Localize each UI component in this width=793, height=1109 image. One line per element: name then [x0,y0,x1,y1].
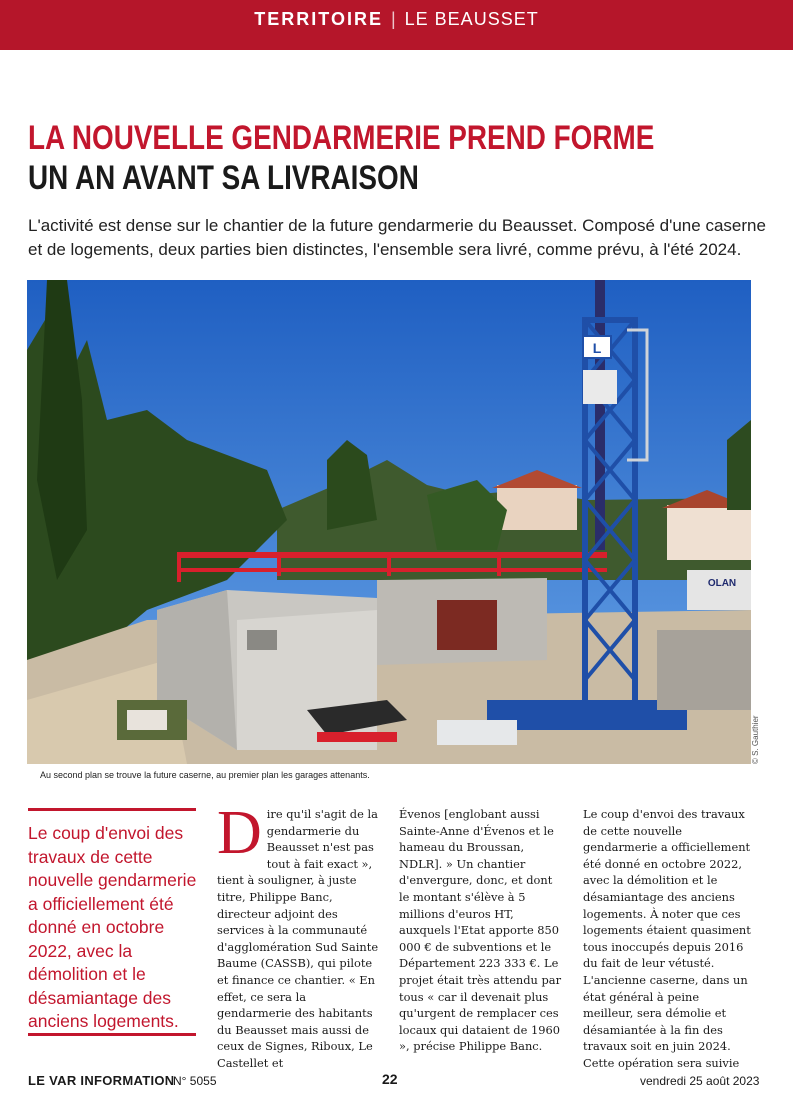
section-location: LE BEAUSSET [404,9,539,29]
section-banner [0,0,793,50]
construction-site-photo [27,280,751,764]
headline-line-1: LA NOUVELLE GENDARMERIE PREND FORME [28,119,655,157]
article-headline [28,118,655,198]
drop-cap: D [217,799,262,867]
pullquote-rule-bottom [28,1033,196,1036]
article-lead: L'activité est dense sur le chantier de la future gendarmerie du Beausset. Composé d'une caserne et de logements, deux parties bien distinctes, l'ensemble sera livré, comme prévu, à l'été 2024. [28,216,766,259]
section-separator: | [390,9,397,29]
publication-name: LE VAR INFORMATION [28,1073,175,1088]
photo-caption: Au second plan se trouve la future caserne, au premier plan les garages attenants. [40,770,370,780]
body-column-1-text: ire qu'il s'agit de la gendarmerie du Beausset n'est pas tout à fait exact », tient à souligner, à juste titre, Philippe Banc, directeur adjoint des services à la communauté d'agglomération Sud Sainte Baume (CASSB), qui pilote et finance ce chantier. « En effet, ce sera la gendarmerie des habitants du Beausset mais aussi de ceux de Signes, Riboux, Le Castellet et [217,807,379,1070]
crane-logo-text: L [592,340,602,356]
body-column-3: Le coup d'envoi des travaux de cette nouvelle gendarmerie a officiellement été donné en octobre 2022, avec la démolition et le désamiantage des anciens logements. À noter que ces logements étaient quasiment tous inoccupés depuis 2016 du fait de leur vétusté. L'ancienne caserne, dans un état général à peine meilleur, sera démolie et désamiantée à la fin des travaux soit en juin 2024. Cette opération sera suivie [583,807,751,1070]
issue-number: N° 5055 [173,1074,217,1088]
pullquote-rule-top [28,808,196,811]
body-column-1 [217,799,381,1072]
section-name: TERRITOIRE [254,9,383,29]
publication-date: vendredi 25 août 2023 [640,1074,760,1088]
headline-line-2: UN AN AVANT SA LIVRAISON [28,159,419,197]
page-number: 22 [382,1071,398,1087]
body-column-2: Évenos [englobant aussi Sainte-Anne d'Évenos et le hameau du Broussan, NDLR]. » Un chantier d'envergure, donc, et dont le montant s'élève à 5 millions d'euros HT, auxquels l'Etat apporte 850 000 € de subventions et le Département 223 333 €. Le projet était très attendu par tous « car il devenait plus qu'urgent de remplacer ces locaux qui dataient de 1960 », précise Philippe Banc. [399,807,562,1054]
section-banner-text [0,9,793,30]
photo-credit: © S. Gauthier [751,715,760,764]
truck-text: OLAN [707,578,737,589]
pullquote: Le coup d'envoi des travaux de cette nouvelle gendarmerie a officiellement été donné en octobre 2022, avec la démolition et le désamiantage des anciens logements. [28,823,197,1031]
